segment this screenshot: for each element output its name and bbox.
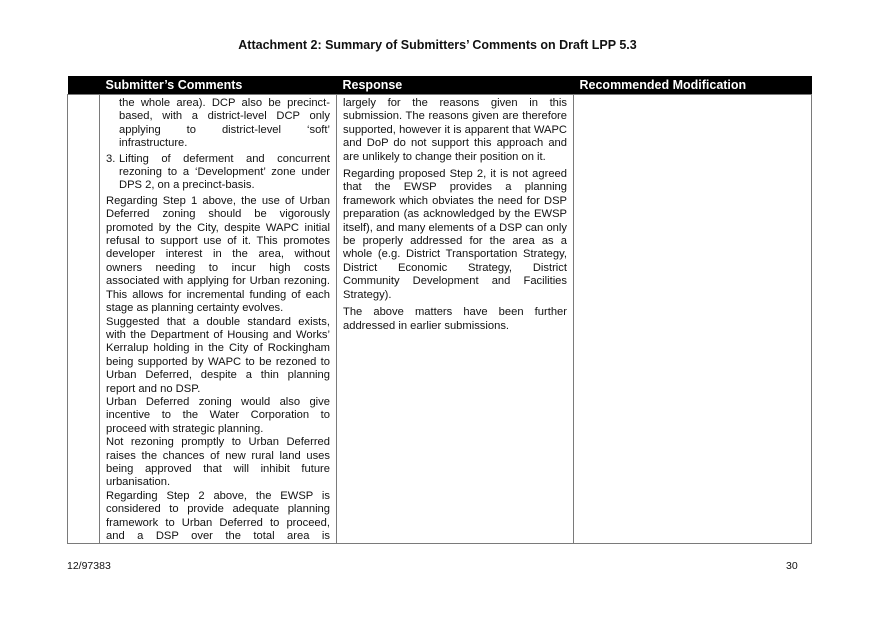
comment-paragraph: Suggested that a double standard exists, with the Department of Housing and Works’ Kerralup holding in the City of Rockingham being supported by WAPC to be rezoned to Urban Deferred, despite a thin planning report and no DSP. (106, 315, 330, 395)
table-header-row (68, 76, 812, 95)
submissions-table (67, 76, 812, 544)
response-paragraph: largely for the reasons given in this submission. The reasons given are therefore supported, however it is apparent that WAPC and DoP do not support this approach and are unlikely to change their position on it. (343, 97, 567, 163)
row-number-cell (68, 95, 100, 544)
document-title: Attachment 2: Summary of Submitters’ Comments on Draft LPP 5.3 (238, 38, 637, 52)
modification-cell (574, 95, 812, 544)
response-paragraph: The above matters have been further addressed in earlier submissions. (343, 306, 567, 332)
response-cell (337, 95, 574, 544)
comment-continuation: the whole area). DCP also be precinct-based, with a district-level DCP only applying to district-level ‘soft’ infrastructure. (119, 97, 330, 150)
comment-paragraph: Regarding Step 2 above, the EWSP is considered to provide adequate planning framework to Urban Deferred to proceed, and a DSP over the total area is (106, 489, 330, 542)
comment-list-item-3 (106, 153, 330, 193)
comment-paragraph: Not rezoning promptly to Urban Deferred raises the chances of new rural land uses being approved that will inhibit future urbanisation. (106, 436, 330, 489)
header-blank (68, 76, 100, 95)
table-row (68, 95, 812, 544)
header-submitters-comments: Submitter’s Comments (100, 76, 337, 95)
header-response: Response (337, 76, 574, 95)
list-text: Lifting of deferment and concurrent rezoning to a ‘Development’ zone under DPS 2, on a precinct-basis. (119, 152, 330, 192)
list-number: 3. (106, 152, 116, 165)
header-recommended-modification: Recommended Modification (574, 76, 812, 95)
page-number: 30 (786, 560, 798, 572)
comment-paragraph: Regarding Step 1 above, the use of Urban Deferred zoning should be vigorously promoted by the City, despite WAPC initial refusal to support use of it. This promotes developer interest in the area, without owners needing to incur high costs associated with applying for Urban rezoning. This allows for incremental funding of each stage as planning certainty evolves. (106, 194, 330, 315)
document-reference: 12/97383 (67, 560, 111, 572)
response-paragraph: Regarding proposed Step 2, it is not agreed that the EWSP provides a planning framework which obviates the need for DSP preparation (as acknowledged by the EWSP itself), and many elements of a DSP can only be properly addressed for the area as a whole (e.g. District Transportation Strategy, District Economic Strategy, District Community Development and Facilities Strategy). (343, 168, 567, 301)
comment-paragraph: Urban Deferred zoning would also give incentive to the Water Corporation to proceed with strategic planning. (106, 395, 330, 435)
comments-cell (100, 95, 337, 544)
